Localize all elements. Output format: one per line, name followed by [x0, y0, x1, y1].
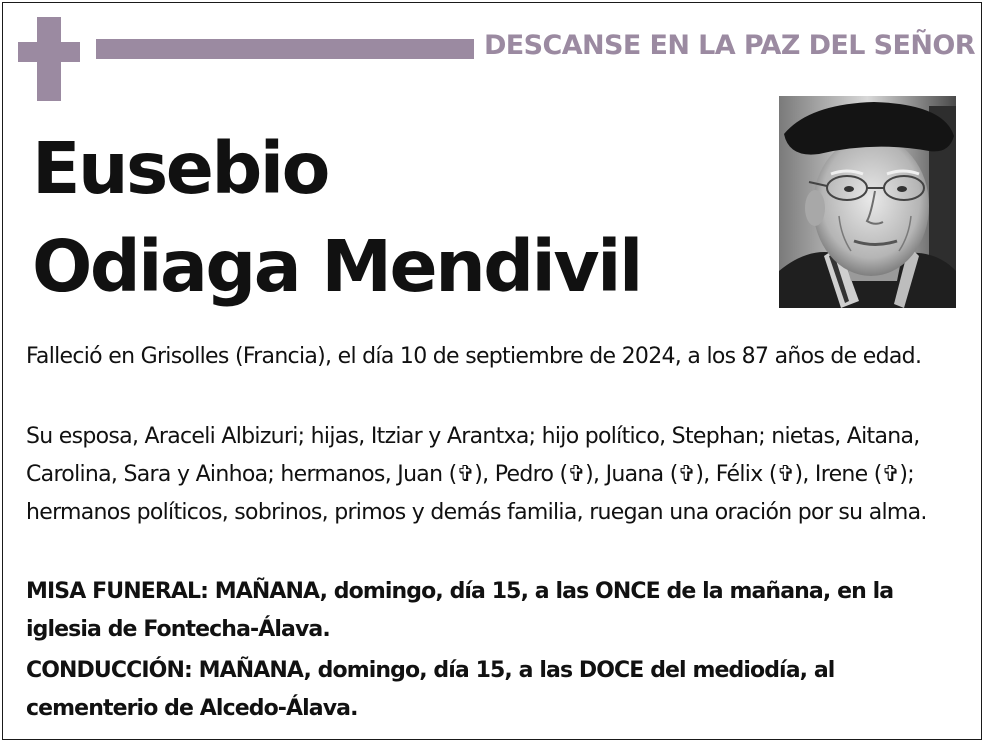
deceased-surnames: Odiaga Mendivil: [32, 225, 641, 308]
portrait-photo: [779, 96, 956, 308]
procession-paragraph: CONDUCCIÓN: MAÑANA, domingo, día 15, a las DOCE del mediodía, al cementerio de Alcedo-Álava.: [26, 658, 835, 721]
portrait-illustration: [779, 96, 956, 308]
funeral-paragraph: MISA FUNERAL: MAÑANA, domingo, día 15, a las ONCE de la mañana, en la iglesia de Fontecha-Álava.: [26, 579, 894, 642]
header-bar: [96, 39, 474, 59]
header-title: DESCANSE EN LA PAZ DEL SEÑOR: [484, 30, 975, 61]
cross-icon: [18, 17, 80, 101]
death-paragraph: Falleció en Grisolles (Francia), el día 10 de septiembre de 2024, a los 87 años de edad.: [26, 344, 922, 369]
family-paragraph: Su esposa, Araceli Albizuri; hijas, Itziar y Arantxa; hijo político, Stephan; nietas, Aitana, Carolina, Sara y Ainhoa; hermanos, Juan (✞), Pedro (✞), Juana (✞), Félix (✞), Irene (✞); hermanos políticos, sobrinos, primos y demás familia, ruegan una oración por su alma.: [26, 424, 927, 525]
cross-horizontal: [18, 42, 80, 62]
deceased-first-name: Eusebio: [32, 127, 328, 210]
